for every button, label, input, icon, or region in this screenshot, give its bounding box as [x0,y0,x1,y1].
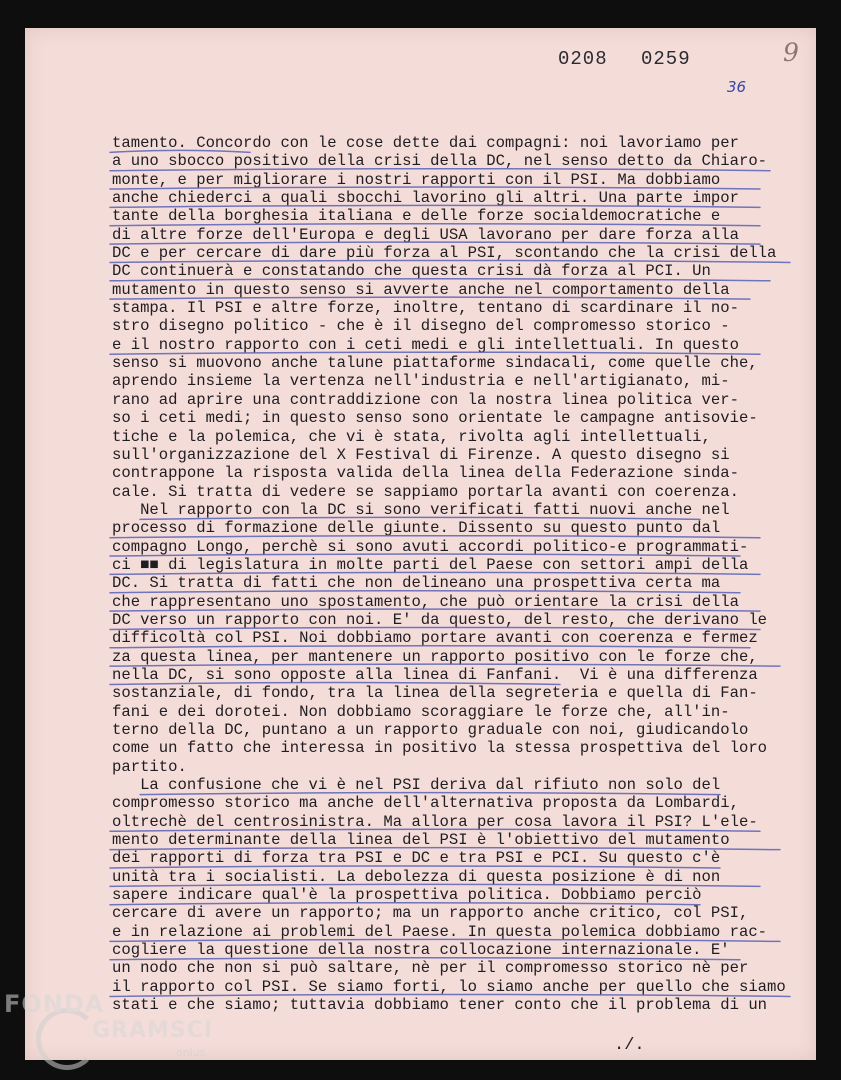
text-line: difficoltà col PSI. Noi dobbiamo portare avanti con coerenza e fermez [112,629,758,648]
text-line: terno della DC, puntano a un rapporto graduale con noi, giudicandolo [112,721,749,739]
continuation-mark: ./. [614,1036,645,1055]
text-line: anche chiederci a quali sbocchi lavorino gli altri. Una parte impor [112,189,739,208]
text-line: oltrechè del centrosinistra. Ma allora per cosa lavora il PSI? L'ele- [112,812,758,831]
text-line: unità tra i socialisti. La debolezza di questa posizione è di non [112,867,721,886]
text-line: DC e per cercare di dare più forza al PSI, scontando che la crisi della [112,244,777,263]
text-line: so i ceti medi; in questo senso sono orientate le campagne antisovie- [112,409,758,428]
text-line: partito. [112,757,187,776]
text-line: dei rapporti di forza tra PSI e DC e tra PSI e PCI. Su questo c'è [112,849,721,868]
text-line: nella DC, si sono opposte alla linea di Fanfani. Vi è una differenza [112,665,758,684]
text-line: a uno sbocco positivo della crisi della DC, nel senso detto da Chiaro- [112,152,768,171]
text-line: Nel rapporto con la DC si sono verificati fatti nuovi anche nel [112,500,730,519]
text-line: La confusione che vi è nel PSI deriva dal rifiuto non solo del [112,776,721,795]
text-line: mutamento in questo senso si avverte anche nel comportamento della [112,280,730,299]
text-line: processo di formazione delle giunte. Dissento su questo punto dal [112,519,721,538]
watermark-line2: GRAMSCI [92,1018,214,1043]
text-line: contrappone la risposta valida della linea della Federazione sinda- [112,464,739,483]
text-line: cale. Si tratta di vedere se sappiamo portarla avanti con coerenza. [112,482,739,501]
text-line: compromesso storico ma anche dell'alternativa proposta da Lombardi, [112,794,739,813]
text-line: che rappresentano uno spostamento, che può orientare la crisi della [112,592,739,611]
text-line: aprendo insieme la vertenza nell'industria e nell'artigianato, mi- [112,372,730,391]
text-line: DC. Si tratta di fatti che non delineano una prospettiva certa ma [112,574,721,593]
text-line: fani e dei dorotei. Non dobbiamo scoraggiare le forze che, all'in- [112,702,730,721]
pencil-page-number: 9 [783,38,799,67]
text-line: tamento. Concordo con le cose dette dai compagni: noi lavoriamo per [112,134,739,152]
text-line: e il nostro rapporto con i ceti medi e gli intellettuali. In questo [112,335,739,354]
text-line: sapere indicare qual'è la prospettiva politica. Dobbiamo perciò [112,886,702,905]
text-line: e in relazione ai problemi del Paese. In questa polemica dobbiamo rac- [112,922,768,941]
text-line: stro disegno politico - che è il disegno del compromesso storico - [112,317,730,336]
text-line: cogliere la questione della nostra collocazione internazionale. E' [112,941,730,960]
pen-page-number: 36 [727,78,747,96]
text-line: monte, e per migliorare i nostri rapporti con il PSI. Ma dobbiamo [112,170,721,189]
text-line: un nodo che non si può saltare, nè per il compromesso storico nè per [112,959,749,978]
text-line: DC verso un rapporto con noi. E' da questo, del resto, che derivano le [112,610,768,629]
text-line: stati e che siamo; tuttavia dobbiamo tener conto che il problema di un [112,996,768,1015]
text-line: DC continuerà e constatando che questa crisi dà forza al PCI. Un [112,262,711,281]
text-line: di altre forze dell'Europa e degli USA lavorano per dare forza alla [112,225,739,244]
typed-text-body [112,134,822,1015]
fondazione-gramsci-watermark [4,990,224,1080]
text-line: tante della borghesia italiana e delle forze socialdemocratiche e [112,207,721,226]
text-line: ci ■■ di legislatura in molte parti del Paese con settori ampi della [112,555,749,574]
text-line: sull'organizzazione del X Festival di Firenze. A questo disegno si [112,445,730,464]
text-line: za questa linea, per mantenere un rapporto positivo con le forze che, [112,647,758,666]
text-line: cercare di avere un rapporto; ma un rapporto anche critico, col PSI, [112,904,749,923]
archive-number-1: 0208 [558,48,608,70]
text-line: senso si muovono anche talune piattaforme sindacali, come quelle che, [112,354,758,373]
text-line: sostanziale, di fondo, tra la linea della segreteria e quella di Fan- [112,684,758,703]
text-line: stampa. Il PSI e altre forze, inoltre, tentano di scardinare il no- [112,299,739,318]
watermark-line1: FONDA [4,990,105,1018]
archive-number-2: 0259 [641,48,691,70]
watermark-line3: onlus [176,1046,206,1059]
text-line: mento determinante della linea del PSI è l'obiettivo del mutamento [112,831,730,850]
text-line: tiche e la polemica, che vi è stata, rivolta agli intellettuali, [112,427,711,446]
text-line: come un fatto che interessa in positivo la stessa prospettiva del loro [112,739,768,758]
text-line: compagno Longo, perchè si sono avuti accordi politico-e programmati- [112,537,749,556]
text-line: rano ad aprire una contraddizione con la nostra linea politica ver- [112,390,739,409]
text-line: il rapporto col PSI. Se siamo forti, lo siamo anche per quello che siamo [112,977,786,996]
